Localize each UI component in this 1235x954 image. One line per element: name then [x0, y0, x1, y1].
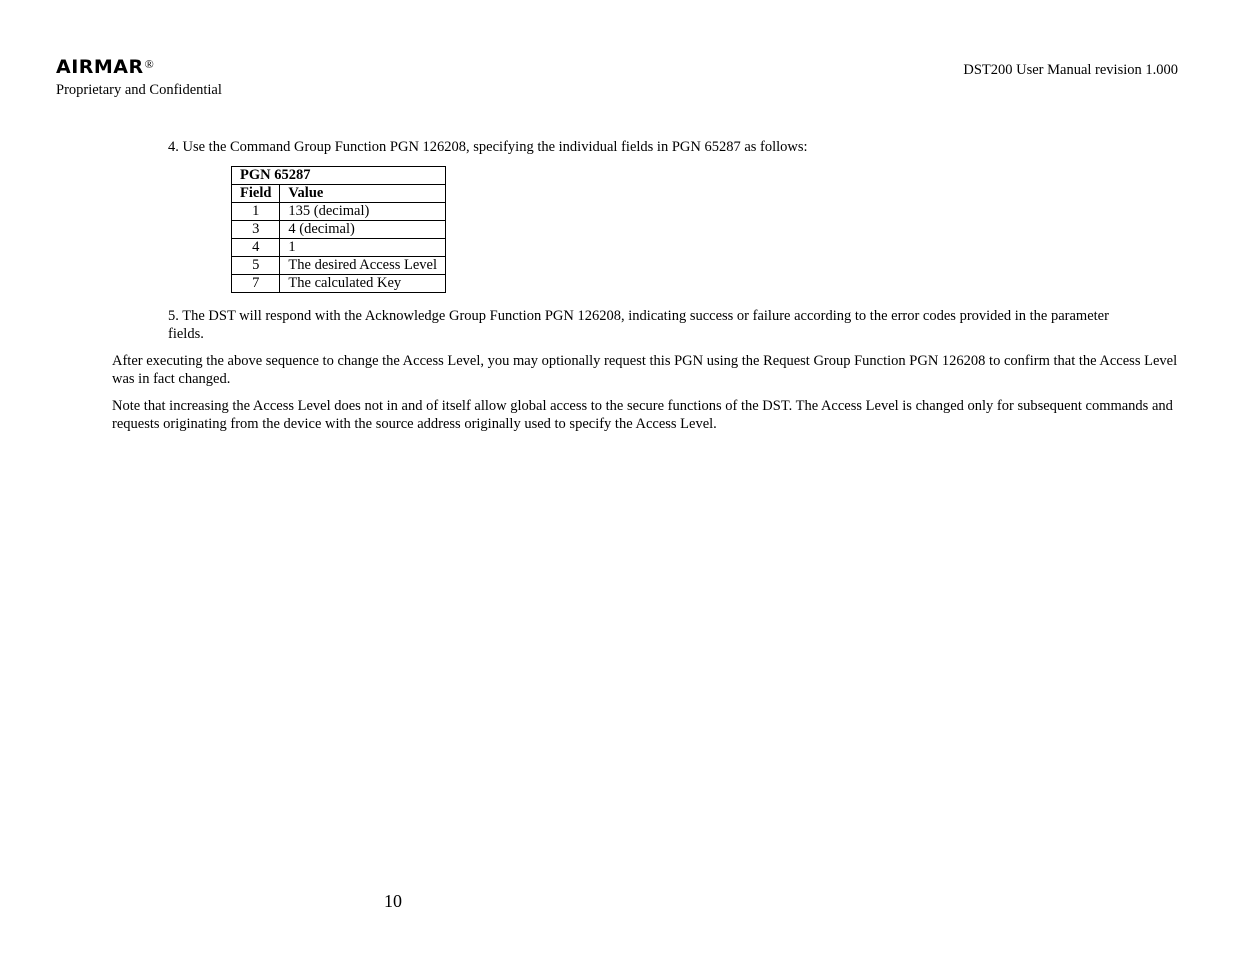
- confirm-paragraph: After executing the above sequence to change the Access Level, you may optionally request this PGN using the Request Group Function PGN 126208 to confirm that the Access Level was in fact changed.: [112, 353, 1178, 387]
- column-header-field: Field: [232, 185, 280, 203]
- registered-mark: ®: [144, 57, 155, 71]
- table-row: [232, 239, 446, 257]
- table-row: [232, 275, 446, 293]
- logo-text: AIRMAR: [56, 56, 144, 78]
- value-cell: 1: [280, 239, 446, 257]
- field-cell: 3: [232, 221, 280, 239]
- field-cell: 1: [232, 203, 280, 221]
- table-title-row: [232, 167, 446, 185]
- step-5-text: 5. The DST will respond with the Acknowledge Group Function PGN 126208, indicating success or failure according to the error codes provided in the parameter fields.: [168, 308, 1109, 342]
- value-cell: The calculated Key: [280, 275, 446, 293]
- note-paragraph: Note that increasing the Access Level does not in and of itself allow global access to the secure functions of the DST. The Access Level is changed only for subsequent commands and requests originating from the device with the source address originally used to specify the Access Level.: [112, 398, 1173, 432]
- value-cell: 4 (decimal): [280, 221, 446, 239]
- table-row: [232, 203, 446, 221]
- value-cell: 135 (decimal): [280, 203, 446, 221]
- table-header-row: [232, 185, 446, 203]
- document-revision: DST200 User Manual revision 1.000: [963, 62, 1178, 78]
- table-row: [232, 221, 446, 239]
- value-cell: The desired Access Level: [280, 257, 446, 275]
- table-row: [232, 257, 446, 275]
- column-header-value: Value: [280, 185, 446, 203]
- field-cell: 7: [232, 275, 280, 293]
- step-4-text: 4. Use the Command Group Function PGN 126208, specifying the individual fields in PGN 65287 as follows:: [168, 139, 808, 155]
- page-number: 10: [384, 891, 402, 911]
- airmar-logo: [56, 56, 154, 78]
- pgn-65287-table: [231, 166, 446, 293]
- field-cell: 5: [232, 257, 280, 275]
- table-title: PGN 65287: [232, 167, 446, 185]
- field-cell: 4: [232, 239, 280, 257]
- confidential-notice: Proprietary and Confidential: [56, 82, 222, 98]
